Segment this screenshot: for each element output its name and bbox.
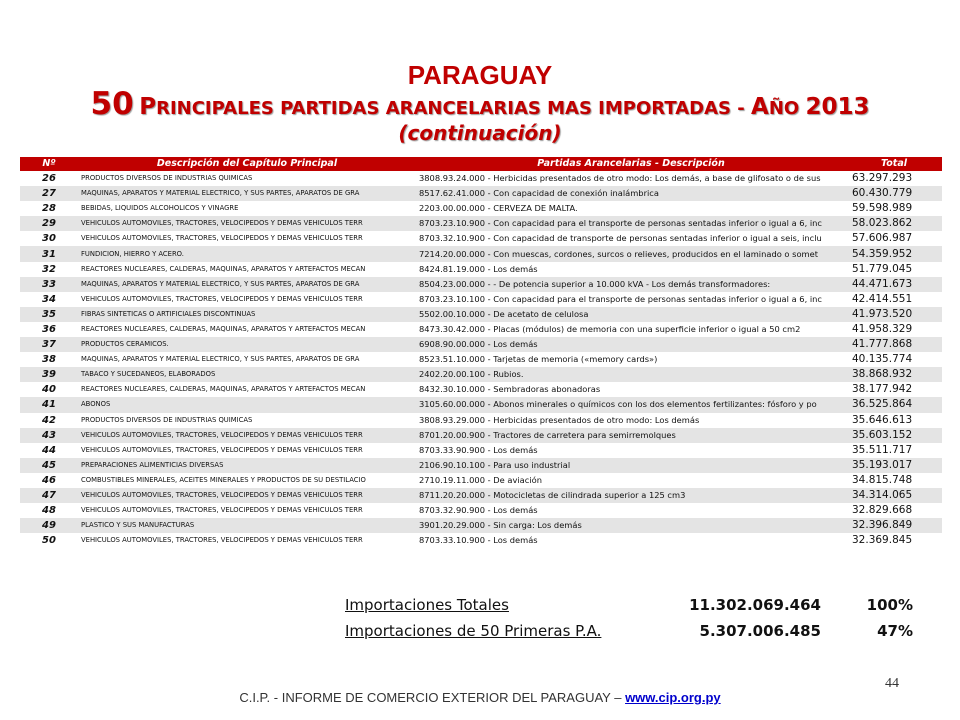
table-row (20, 307, 942, 322)
table-row (20, 216, 942, 231)
row-number: 46 (20, 473, 78, 488)
table-row (20, 458, 942, 473)
row-partida: 8703.33.90.900 - Los demás (416, 443, 846, 458)
row-chapter: VEHICULOS AUTOMOVILES, TRACTORES, VELOCIPEDOS Y DEMAS VEHICULOS TERR (78, 443, 416, 458)
page-number: 44 (885, 676, 899, 691)
row-partida: 3901.20.29.000 - Sin carga: Los demás (416, 518, 846, 533)
row-chapter: FIBRAS SINTETICAS O ARTIFICIALES DISCONTINUAS (78, 307, 416, 322)
row-partida: 5502.00.10.000 - De acetato de celulosa (416, 307, 846, 322)
row-chapter: PRODUCTOS CERAMICOS. (78, 337, 416, 352)
row-number: 32 (20, 262, 78, 277)
row-partida: 8701.20.00.900 - Tractores de carretera para semirremolques (416, 428, 846, 443)
row-chapter: VEHICULOS AUTOMOVILES, TRACTORES, VELOCIPEDOS Y DEMAS VEHICULOS TERR (78, 428, 416, 443)
row-total: 51.779.045 (846, 262, 942, 277)
row-chapter: VEHICULOS AUTOMOVILES, TRACTORES, VELOCIPEDOS Y DEMAS VEHICULOS TERR (78, 231, 416, 246)
row-total: 32.369.845 (846, 533, 942, 548)
table-row (20, 292, 942, 307)
summary-percent: 47% (877, 622, 913, 640)
row-partida: 2106.90.10.100 - Para uso industrial (416, 458, 846, 473)
row-partida: 8424.81.19.000 - Los demás (416, 262, 846, 277)
row-total: 44.471.673 (846, 277, 942, 292)
row-chapter: MAQUINAS, APARATOS Y MATERIAL ELECTRICO, Y SUS PARTES, APARATOS DE GRA (78, 277, 416, 292)
table-row (20, 262, 942, 277)
table-row (20, 518, 942, 533)
table-header-row (20, 157, 942, 171)
row-number: 34 (20, 292, 78, 307)
row-partida: 2203.00.00.000 - CERVEZA DE MALTA. (416, 201, 846, 216)
table-row (20, 413, 942, 428)
table-row (20, 201, 942, 216)
row-total: 41.777.868 (846, 337, 942, 352)
row-chapter: TABACO Y SUCEDANEOS, ELABORADOS (78, 367, 416, 382)
row-number: 31 (20, 246, 78, 261)
table-row (20, 186, 942, 201)
row-chapter: COMBUSTIBLES MINERALES, ACEITES MINERALES Y PRODUCTOS DE SU DESTILACIO (78, 473, 416, 488)
header-partida: Partidas Arancelarias - Descripción (416, 157, 846, 171)
table-row (20, 367, 942, 382)
row-number: 49 (20, 518, 78, 533)
row-total: 41.973.520 (846, 307, 942, 322)
row-number: 37 (20, 337, 78, 352)
row-total: 57.606.987 (846, 231, 942, 246)
title-dash: - (730, 98, 751, 119)
row-total: 41.958.329 (846, 322, 942, 337)
row-partida: 8703.32.90.900 - Los demás (416, 503, 846, 518)
row-chapter: REACTORES NUCLEARES, CALDERAS, MAQUINAS, APARATOS Y ARTEFACTOS MECAN (78, 322, 416, 337)
row-number: 27 (20, 186, 78, 201)
summary-value: 5.307.006.485 (699, 622, 821, 640)
row-chapter: MAQUINAS, APARATOS Y MATERIAL ELECTRICO, Y SUS PARTES, APARATOS DE GRA (78, 352, 416, 367)
row-number: 30 (20, 231, 78, 246)
title-main-rest: RINCIPALES PARTIDAS ARANCELARIAS MAS IMPORTADAS (156, 98, 731, 119)
table-row (20, 352, 942, 367)
footer (0, 690, 960, 705)
row-number: 40 (20, 382, 78, 397)
row-total: 58.023.862 (846, 216, 942, 231)
row-total: 36.525.864 (846, 397, 942, 412)
row-total: 60.430.779 (846, 186, 942, 201)
main-title (0, 86, 960, 122)
row-partida: 6908.90.00.000 - Los demás (416, 337, 846, 352)
row-partida: 8504.23.00.000 - - De potencia superior a 10.000 kVA - Los demás transformadores: (416, 277, 846, 292)
row-number: 43 (20, 428, 78, 443)
row-total: 38.177.942 (846, 382, 942, 397)
row-partida: 8432.30.10.000 - Sembradoras abonadoras (416, 382, 846, 397)
row-total: 35.603.152 (846, 428, 942, 443)
row-chapter: PRODUCTOS DIVERSOS DE INDUSTRIAS QUIMICAS (78, 413, 416, 428)
row-number: 29 (20, 216, 78, 231)
row-chapter: MAQUINAS, APARATOS Y MATERIAL ELECTRICO, Y SUS PARTES, APARATOS DE GRA (78, 186, 416, 201)
table-row (20, 503, 942, 518)
row-partida: 3808.93.29.000 - Herbicidas presentados de otro modo: Los demás (416, 413, 846, 428)
row-partida: 3105.60.00.000 - Abonos minerales o químicos con los dos elementos fertilizantes: fósforo y po (416, 397, 846, 412)
table-row (20, 488, 942, 503)
row-number: 48 (20, 503, 78, 518)
summary-value: 11.302.069.464 (689, 596, 821, 614)
summary-label: Importaciones Totales (345, 596, 509, 614)
row-chapter: PLASTICO Y SUS MANUFACTURAS (78, 518, 416, 533)
subtitle: (continuación) (398, 121, 562, 145)
title-main-initial: P (139, 94, 157, 120)
row-number: 33 (20, 277, 78, 292)
row-total: 35.646.613 (846, 413, 942, 428)
title-year-initial: A (751, 94, 769, 120)
imports-table (20, 157, 942, 548)
row-total: 59.598.989 (846, 201, 942, 216)
header-total: Total (846, 157, 942, 171)
row-total: 38.868.932 (846, 367, 942, 382)
title-year-rest: ÑO (768, 98, 806, 119)
table-row (20, 337, 942, 352)
table-row (20, 231, 942, 246)
table-row (20, 473, 942, 488)
row-number: 47 (20, 488, 78, 503)
row-partida: 2402.20.00.100 - Rubios. (416, 367, 846, 382)
row-total: 35.511.717 (846, 443, 942, 458)
header-chapter: Descripción del Capítulo Principal (78, 157, 416, 171)
row-total: 40.135.774 (846, 352, 942, 367)
table-row (20, 277, 942, 292)
row-number: 44 (20, 443, 78, 458)
row-total: 34.815.748 (846, 473, 942, 488)
table-row (20, 397, 942, 412)
row-number: 41 (20, 397, 78, 412)
row-number: 38 (20, 352, 78, 367)
row-partida: 8711.20.20.000 - Motocicletas de cilindrada superior a 125 cm3 (416, 488, 846, 503)
row-partida: 3808.93.24.000 - Herbicidas presentados de otro modo: Los demás, a base de glifosato o de sus (416, 171, 846, 186)
row-number: 45 (20, 458, 78, 473)
header-number: Nº (20, 157, 78, 171)
table-row (20, 322, 942, 337)
row-partida: 8703.32.10.900 - Con capacidad de transporte de personas sentadas inferior o igual a seis, inclu (416, 231, 846, 246)
table-row (20, 171, 942, 186)
summary-row-top50 (345, 622, 925, 646)
row-number: 36 (20, 322, 78, 337)
summary-label: Importaciones de 50 Primeras P.A. (345, 622, 602, 640)
title-year: 2013 (805, 94, 870, 120)
row-chapter: VEHICULOS AUTOMOVILES, TRACTORES, VELOCIPEDOS Y DEMAS VEHICULOS TERR (78, 216, 416, 231)
row-chapter: VEHICULOS AUTOMOVILES, TRACTORES, VELOCIPEDOS Y DEMAS VEHICULOS TERR (78, 533, 416, 548)
row-partida: 2710.19.11.000 - De aviación (416, 473, 846, 488)
row-number: 26 (20, 171, 78, 186)
row-chapter: PRODUCTOS DIVERSOS DE INDUSTRIAS QUIMICAS (78, 171, 416, 186)
row-number: 35 (20, 307, 78, 322)
row-chapter: FUNDICION, HIERRO Y ACERO. (78, 246, 416, 261)
row-number: 50 (20, 533, 78, 548)
table-row (20, 428, 942, 443)
row-chapter: REACTORES NUCLEARES, CALDERAS, MAQUINAS, APARATOS Y ARTEFACTOS MECAN (78, 262, 416, 277)
row-total: 63.297.293 (846, 171, 942, 186)
row-partida: 8703.23.10.900 - Con capacidad para el transporte de personas sentadas inferior o igual a 6, inc (416, 216, 846, 231)
row-partida: 8703.23.10.100 - Con capacidad para el transporte de personas sentadas inferior o igual a 6, inc (416, 292, 846, 307)
footer-link[interactable]: www.cip.org.py (625, 690, 721, 705)
row-chapter: VEHICULOS AUTOMOVILES, TRACTORES, VELOCIPEDOS Y DEMAS VEHICULOS TERR (78, 292, 416, 307)
row-partida: 8517.62.41.000 - Con capacidad de conexión inalámbrica (416, 186, 846, 201)
row-chapter: PREPARACIONES ALIMENTICIAS DIVERSAS (78, 458, 416, 473)
summary-percent: 100% (866, 596, 913, 614)
row-partida: 8703.33.10.900 - Los demás (416, 533, 846, 548)
row-total: 54.359.952 (846, 246, 942, 261)
row-total: 32.829.668 (846, 503, 942, 518)
row-partida: 8523.51.10.000 - Tarjetas de memoria («memory cards») (416, 352, 846, 367)
row-chapter: BEBIDAS, LIQUIDOS ALCOHOLICOS Y VINAGRE (78, 201, 416, 216)
footer-text: C.I.P. - INFORME DE COMERCIO EXTERIOR DEL PARAGUAY – (239, 690, 626, 705)
row-chapter: VEHICULOS AUTOMOVILES, TRACTORES, VELOCIPEDOS Y DEMAS VEHICULOS TERR (78, 503, 416, 518)
row-total: 32.396.849 (846, 518, 942, 533)
title-number: 50 (90, 86, 134, 122)
row-number: 42 (20, 413, 78, 428)
row-chapter: VEHICULOS AUTOMOVILES, TRACTORES, VELOCIPEDOS Y DEMAS VEHICULOS TERR (78, 488, 416, 503)
summary-row-total (345, 596, 925, 620)
table-row (20, 443, 942, 458)
row-total: 34.314.065 (846, 488, 942, 503)
row-chapter: ABONOS (78, 397, 416, 412)
row-chapter: REACTORES NUCLEARES, CALDERAS, MAQUINAS, APARATOS Y ARTEFACTOS MECAN (78, 382, 416, 397)
row-partida: 8473.30.42.000 - Placas (módulos) de memoria con una superficie inferior o igual a 50 cm2 (416, 322, 846, 337)
table-row (20, 246, 942, 261)
row-number: 28 (20, 201, 78, 216)
row-number: 39 (20, 367, 78, 382)
row-total: 42.414.551 (846, 292, 942, 307)
row-partida: 7214.20.00.000 - Con muescas, cordones, surcos o relieves, producidos en el laminado o somet (416, 246, 846, 261)
table-row (20, 533, 942, 548)
table-row (20, 382, 942, 397)
title-country: PARAGUAY (407, 60, 553, 90)
row-total: 35.193.017 (846, 458, 942, 473)
